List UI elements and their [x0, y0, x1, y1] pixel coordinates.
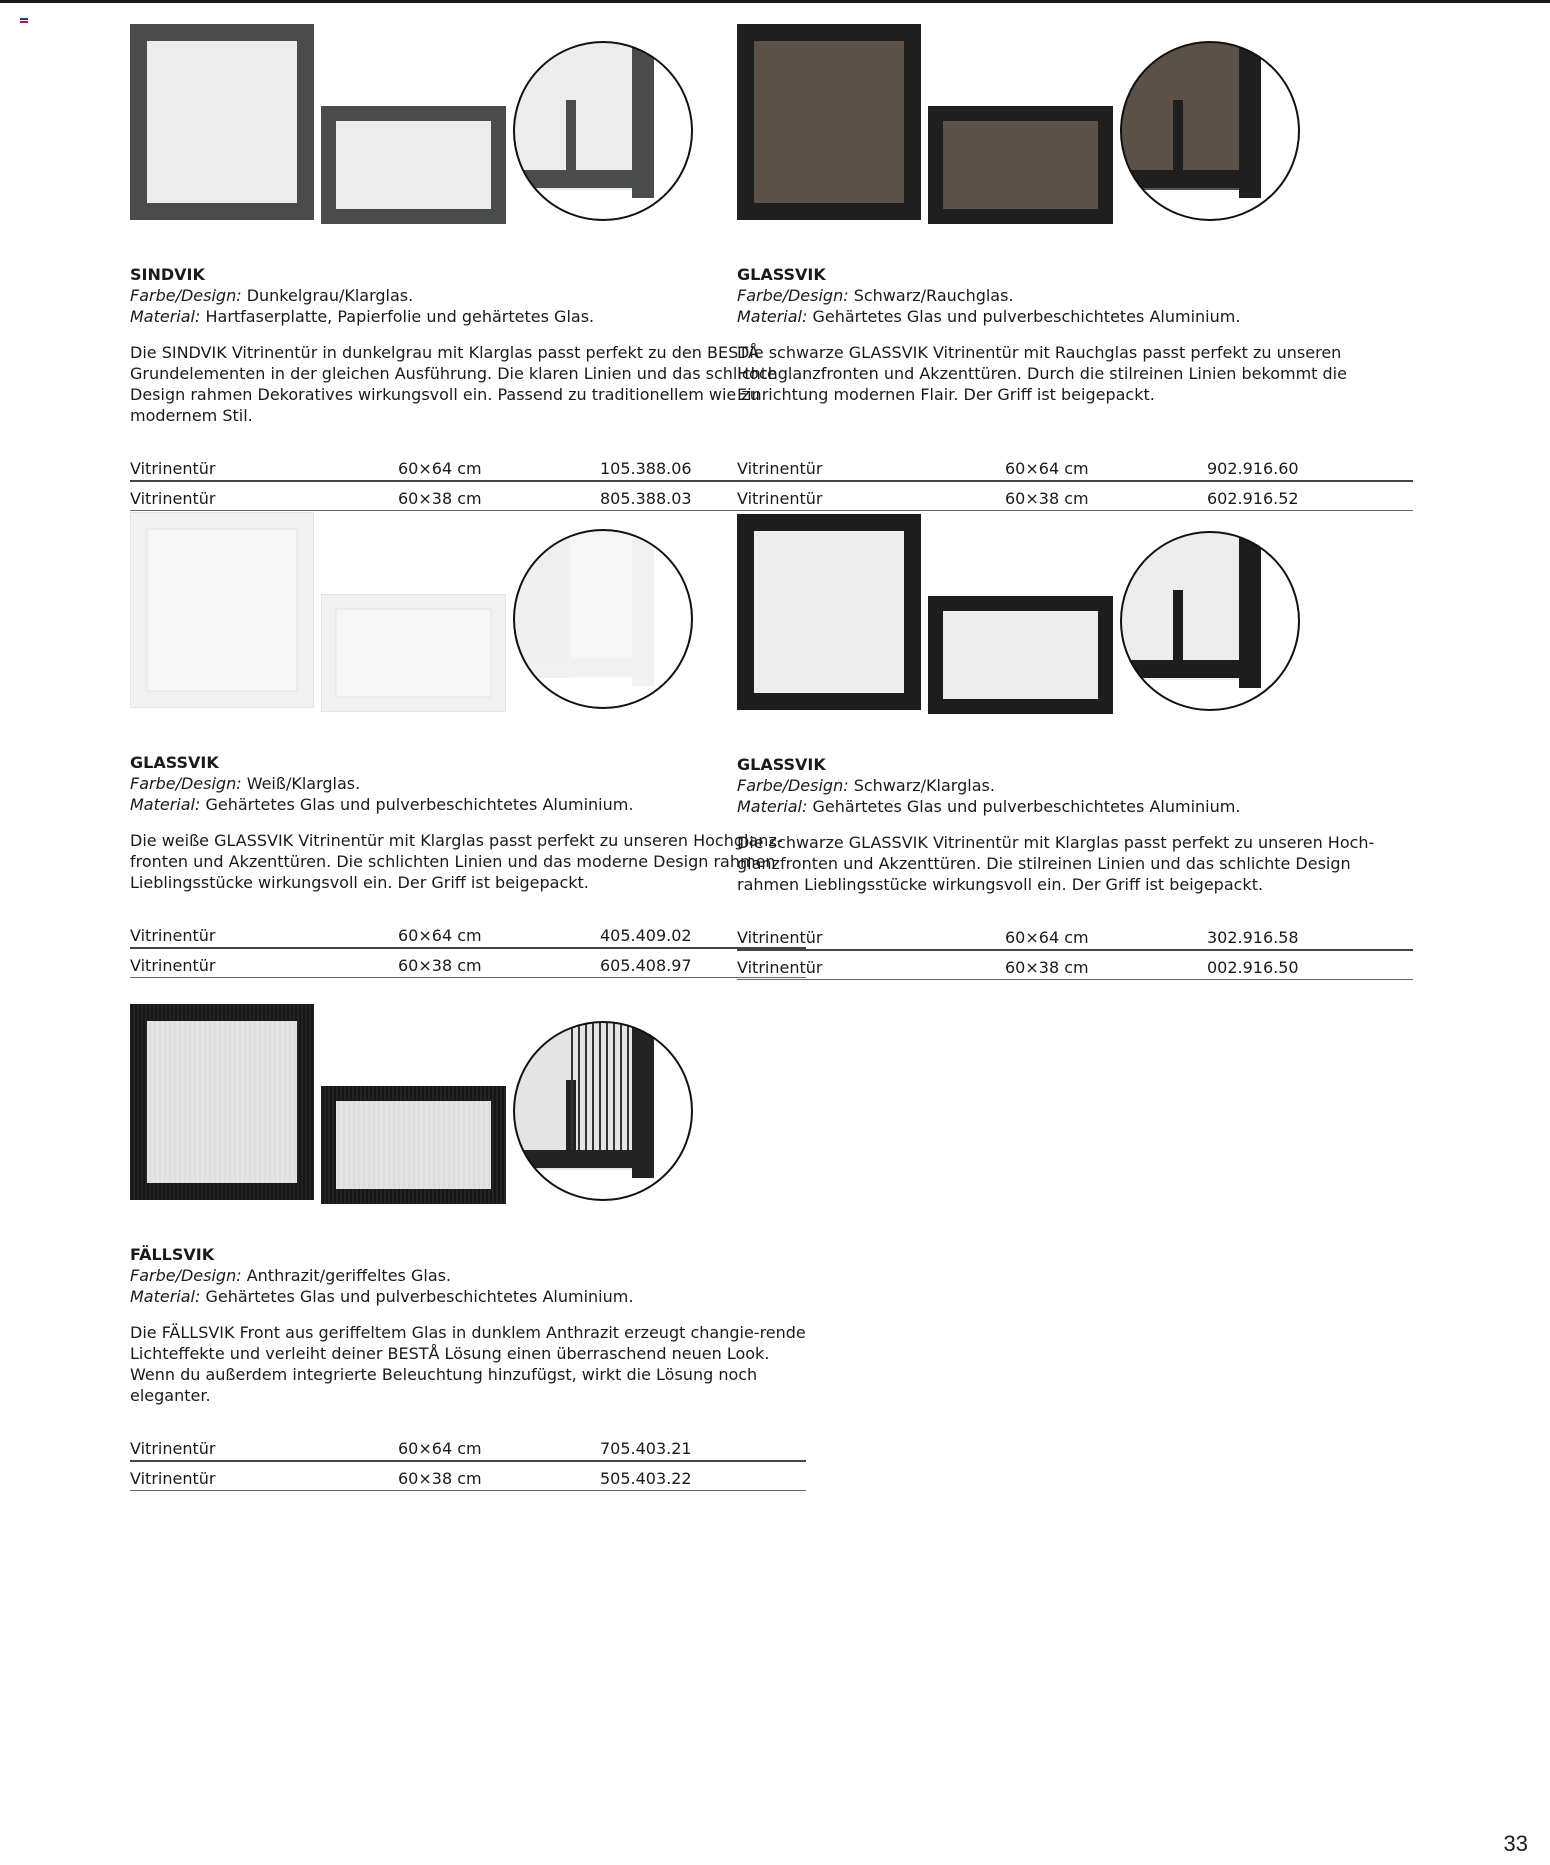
row-size: 60×38 cm: [398, 1461, 600, 1491]
row-type: Vitrinentür: [130, 452, 398, 481]
door-small-image: [321, 106, 506, 224]
table-row: [130, 1432, 806, 1461]
material-value: Gehärtetes Glas und pulverbeschichtetes Aluminium.: [812, 797, 1241, 816]
table-row: [130, 919, 806, 948]
door-detail-zoom-image: [1119, 40, 1301, 222]
door-large-image: [737, 24, 921, 220]
material-value: Gehärtetes Glas und pulverbeschichtetes Aluminium.: [812, 307, 1241, 326]
product-card-glassvik-schwarz-klarglas: [737, 514, 1413, 980]
row-type: Vitrinentür: [737, 452, 1005, 481]
row-size: 60×64 cm: [1005, 452, 1207, 481]
door-small-image: [928, 596, 1113, 714]
product-title: FÄLLSVIK: [130, 1245, 215, 1264]
material-label: Material:: [737, 307, 808, 326]
row-size: 60×38 cm: [398, 948, 600, 978]
row-article-number: 105.388.06: [600, 452, 806, 481]
material-line: [130, 1286, 806, 1307]
color-design-line: [130, 1265, 806, 1286]
row-type: Vitrinentür: [130, 1432, 398, 1461]
product-description: Die weiße GLASSVIK Vitrinentür mit Klarglas passt perfekt zu unseren Hochglanz-fronten und Akzenttüren. Die schlichten Linien und das moderne Design rahmen Lieblingsstücke wirkungsvoll ein. Der Griff ist beigepackt.: [130, 831, 783, 892]
product-images: [130, 1004, 806, 1244]
material-label: Material:: [130, 795, 201, 814]
color-design-line: [737, 775, 1413, 796]
material-value: Gehärtetes Glas und pulverbeschichtetes Aluminium.: [205, 795, 634, 814]
row-article-number: 302.916.58: [1207, 921, 1413, 950]
page-number: 33: [1503, 1831, 1528, 1856]
row-size: 60×64 cm: [398, 919, 600, 948]
row-size: 60×38 cm: [398, 481, 600, 511]
table-row: [130, 481, 806, 511]
row-size: 60×64 cm: [1005, 921, 1207, 950]
row-size: 60×38 cm: [1005, 481, 1207, 511]
row-type: Vitrinentür: [130, 919, 398, 948]
material-line: [130, 306, 806, 327]
table-row: [737, 921, 1413, 950]
spec-table: [130, 919, 806, 978]
product-title: GLASSVIK: [737, 755, 826, 774]
row-type: Vitrinentür: [737, 481, 1005, 511]
table-row: [130, 1461, 806, 1491]
color-value: Dunkelgrau/Klarglas.: [246, 286, 414, 305]
product-description: Die schwarze GLASSVIK Vitrinentür mit Rauchglas passt perfekt zu unseren Hochglanzfronten und Akzenttüren. Durch die stilreinen Linien bekommt die Einrichtung modernen Flair. Der Griff ist beigepackt.: [737, 343, 1347, 404]
row-size: 60×38 cm: [1005, 950, 1207, 980]
table-row: [737, 950, 1413, 980]
door-large-image: [130, 512, 314, 708]
door-detail-zoom-image: [1119, 530, 1301, 712]
door-small-image: [321, 1086, 506, 1204]
material-line: [130, 794, 806, 815]
door-detail-zoom-image: [512, 528, 694, 710]
product-title: SINDVIK: [130, 265, 205, 284]
flag-icon: [20, 18, 28, 25]
product-card-faellsvik: [130, 1004, 806, 1491]
spec-table: [130, 452, 806, 511]
row-article-number: 505.403.22: [600, 1461, 806, 1491]
material-value: Hartfaserplatte, Papierfolie und gehärtetes Glas.: [205, 307, 595, 326]
color-design-line: [737, 285, 1413, 306]
table-row: [737, 481, 1413, 511]
color-value: Schwarz/Rauchglas.: [853, 286, 1014, 305]
color-label: Farbe/Design:: [130, 774, 242, 793]
row-type: Vitrinentür: [130, 1461, 398, 1491]
material-label: Material:: [737, 797, 808, 816]
door-small-image: [321, 594, 506, 712]
product-description: Die FÄLLSVIK Front aus geriffeltem Glas in dunklem Anthrazit erzeugt changie-rende Lichteffekte und verleiht deiner BESTÅ Lösung einen überraschend neuen Look. Wenn du außerdem integrierte Beleuchtung hinzufügst, wirkt die Lösung noch eleganter.: [130, 1323, 806, 1405]
door-large-image: [737, 514, 921, 710]
material-label: Material:: [130, 1287, 201, 1306]
row-size: 60×64 cm: [398, 1432, 600, 1461]
table-row: [737, 452, 1413, 481]
product-title: GLASSVIK: [130, 753, 219, 772]
color-label: Farbe/Design:: [737, 286, 849, 305]
row-article-number: 705.403.21: [600, 1432, 806, 1461]
product-card-glassvik-weiss-klarglas: [130, 512, 806, 978]
color-label: Farbe/Design:: [130, 1266, 242, 1285]
row-type: Vitrinentür: [130, 948, 398, 978]
product-description: Die schwarze GLASSVIK Vitrinentür mit Klarglas passt perfekt zu unseren Hoch-glanzfronten und Akzenttüren. Die stilreinen Linien und das schlichte Design rahmen Lieblingsstücke wirkungsvoll ein. Der Griff ist beigepackt.: [737, 833, 1375, 894]
table-row: [130, 948, 806, 978]
door-large-image: [130, 1004, 314, 1200]
product-card-glassvik-schwarz-rauchglas: [737, 24, 1413, 511]
row-type: Vitrinentür: [737, 921, 1005, 950]
product-images: [130, 24, 806, 264]
material-label: Material:: [130, 307, 201, 326]
row-article-number: 605.408.97: [600, 948, 806, 978]
material-value: Gehärtetes Glas und pulverbeschichtetes Aluminium.: [205, 1287, 634, 1306]
spec-table: [737, 921, 1413, 980]
material-line: [737, 796, 1413, 817]
color-value: Anthrazit/geriffeltes Glas.: [246, 1266, 452, 1285]
row-size: 60×64 cm: [398, 452, 600, 481]
product-card-sindvik: [130, 24, 806, 511]
color-label: Farbe/Design:: [737, 776, 849, 795]
color-label: Farbe/Design:: [130, 286, 242, 305]
door-detail-zoom-image: [512, 40, 694, 222]
color-value: Weiß/Klarglas.: [246, 774, 361, 793]
material-line: [737, 306, 1413, 327]
product-images: [130, 512, 806, 752]
product-description: Die SINDVIK Vitrinentür in dunkelgrau mit Klarglas passt perfekt zu den BESTÅ Grundelementen in der gleichen Ausführung. Die klaren Linien und das schlichte Design rahmen Dekoratives wirkungsvoll ein. Passend zu traditionellem wie zu modernem Stil.: [130, 343, 777, 425]
row-article-number: 002.916.50: [1207, 950, 1413, 980]
product-images: [737, 24, 1413, 264]
row-article-number: 405.409.02: [600, 919, 806, 948]
table-row: [130, 452, 806, 481]
row-type: Vitrinentür: [737, 950, 1005, 980]
door-detail-zoom-image: [512, 1020, 694, 1202]
row-article-number: 602.916.52: [1207, 481, 1413, 511]
door-large-image: [130, 24, 314, 220]
color-design-line: [130, 285, 806, 306]
product-images: [737, 514, 1413, 754]
top-rule: [0, 0, 1550, 3]
product-title: GLASSVIK: [737, 265, 826, 284]
row-article-number: 902.916.60: [1207, 452, 1413, 481]
row-type: Vitrinentür: [130, 481, 398, 511]
color-design-line: [130, 773, 806, 794]
spec-table: [737, 452, 1413, 511]
spec-table: [130, 1432, 806, 1491]
door-small-image: [928, 106, 1113, 224]
row-article-number: 805.388.03: [600, 481, 806, 511]
color-value: Schwarz/Klarglas.: [853, 776, 995, 795]
